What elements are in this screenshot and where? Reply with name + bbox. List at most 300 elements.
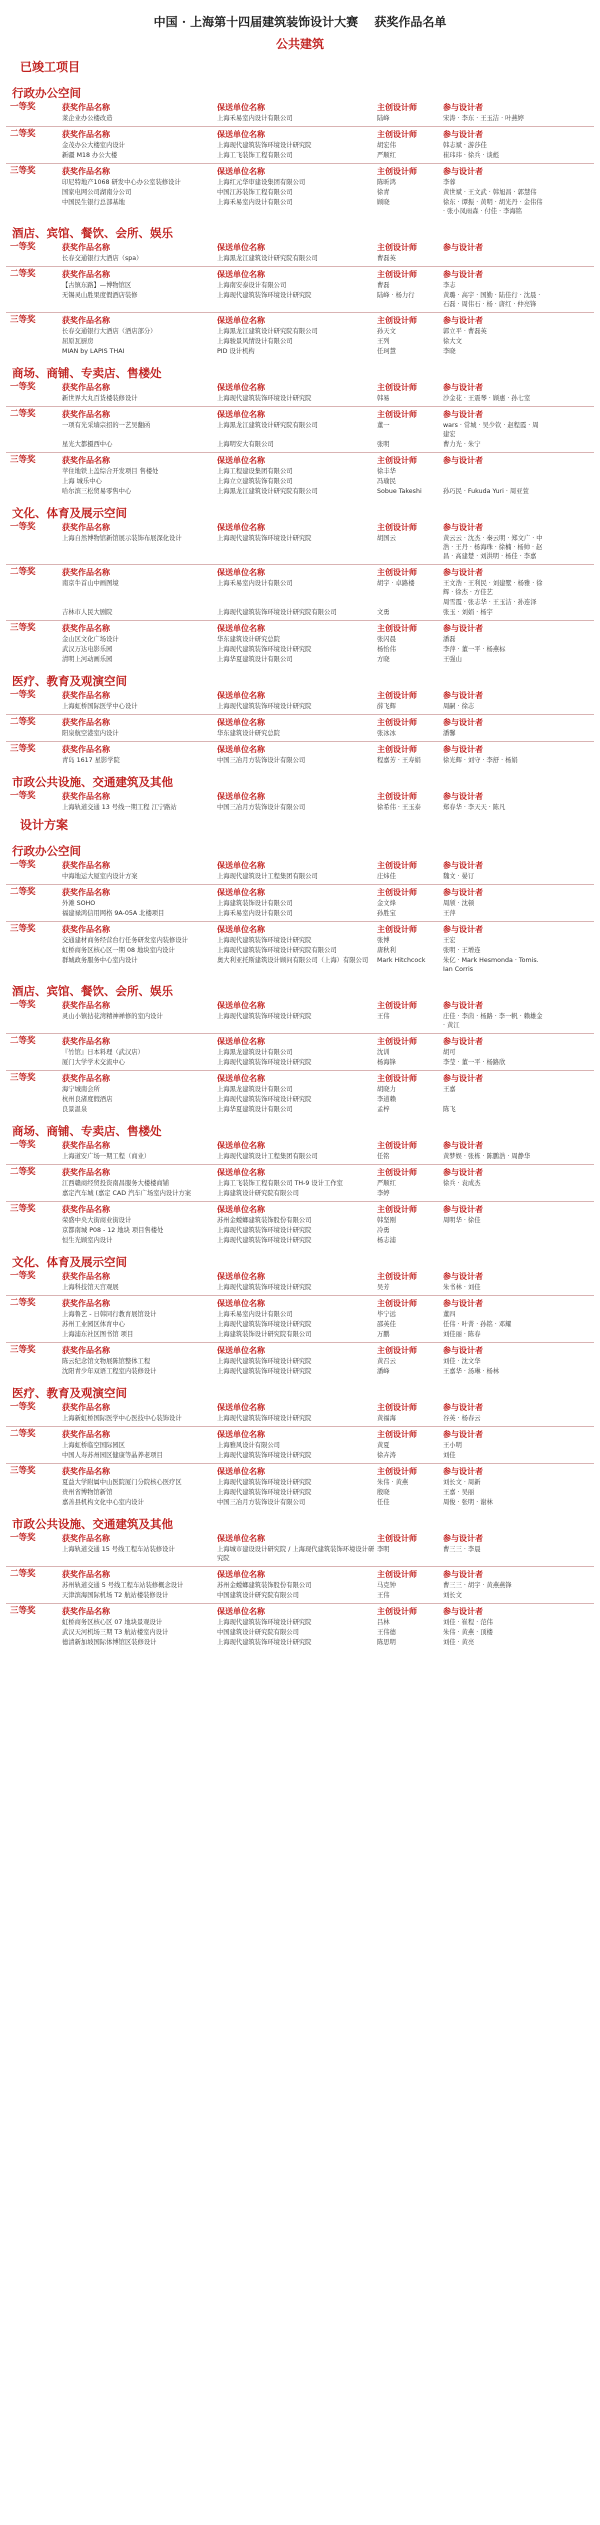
lead-designer: Sobue Takeshi [377,488,422,495]
award-tier-body [58,791,600,812]
work-name: 武汉万达电影乐园 [62,646,113,653]
participants: 徐大文 [443,338,462,345]
work-name: 虹桥商务区核心区 07 地块景观设计 [62,1619,163,1626]
header-work-name: 获奖作品名称 [62,1271,110,1281]
participants: 韩志斌 · 游莎佳 [443,142,487,149]
unit-name: 上海建筑设计研究院有限公司 [217,1190,299,1197]
header-unit: 保送单位名称 [217,409,265,419]
lead-designer: 冷勇 [377,1227,390,1234]
participants: 潘磊 [443,636,456,643]
lead-designer: 任珂慧 [377,348,396,355]
divider [6,163,594,164]
header-unit: 保送单位名称 [217,791,265,801]
award-tier-body [58,623,600,664]
lead-designer: 毕宁远 [377,1311,396,1318]
lead-designer: 马克钟 [377,1582,396,1589]
participants: 陈飞 [443,1106,456,1113]
divider [6,1201,594,1202]
lead-designer: 陈昕鸿 [377,179,396,186]
unit-name: 苏州金螳螂建筑装饰股份有限公司 [217,1217,312,1224]
award-row [58,1151,600,1161]
header-participants: 参与设计者 [443,567,483,577]
award-tier-body [58,242,600,263]
category-title: 文化、体育及展示空间 [12,506,127,520]
header-designer: 主创设计师 [377,242,417,252]
header-work-name: 获奖作品名称 [62,791,110,801]
lead-designer: 陆峰 · 杨力行 [377,292,415,299]
award-tier-label: 三等奖 [10,455,36,465]
award-tier-body [58,567,600,617]
participants: 刘佳 · 黄亮 [443,1639,475,1646]
award-row [58,1057,600,1067]
header-designer: 主创设计师 [377,623,417,633]
award-row [58,476,600,486]
lead-designer: 杨海锋 [377,1059,396,1066]
award-tier-label: 三等奖 [10,1345,36,1355]
award-tier [0,242,600,263]
award-row [58,1282,600,1292]
award-tier-body [58,924,600,974]
award-row [58,935,600,945]
work-name: 屈原瓦厨房 [62,338,94,345]
work-name: 江西赣商经贸投资南昌服务大楼楼商铺 [62,1180,170,1187]
award-row [58,253,600,263]
award-tier [0,887,600,918]
header-unit: 保送单位名称 [217,1204,265,1214]
work-name: 陈云纪念馆文物展陈馆整体工程 [62,1358,151,1365]
category-title: 文化、体育及展示空间 [12,1255,127,1269]
header-unit: 保送单位名称 [217,744,265,754]
lead-designer: 黄夏 [377,1442,390,1449]
award-tier-body [58,455,600,496]
header-designer: 主创设计师 [377,455,417,465]
unit-name: 中国建筑设计研究院有限公司 [217,1592,299,1599]
header-designer: 主创设计师 [377,1429,417,1439]
award-tier-label: 二等奖 [10,1298,36,1308]
header-work-name: 获奖作品名称 [62,166,110,176]
work-name: 上海 城乐中心 [62,478,102,485]
award-row [58,150,600,160]
participants: 王萍 [443,910,456,917]
participants: 周颀 · 沈顿 [443,900,475,907]
category-title: 医疗、教育及观演空间 [12,1386,127,1400]
header-participants: 参与设计者 [443,1073,483,1083]
header-participants: 参与设计者 [443,860,483,870]
award-tier [0,924,600,974]
header-designer: 主创设计师 [377,1271,417,1281]
header-work-name: 获奖作品名称 [62,1000,110,1010]
header-unit: 保送单位名称 [217,1429,265,1439]
header-work-name: 获奖作品名称 [62,690,110,700]
participants: 庄佳 · 李茵 · 杨路 · 李一帆 · 赖雄金 · 黄江 [443,1013,543,1029]
divider [6,452,594,453]
award-tier [0,315,600,356]
award-row [58,1590,600,1600]
header-work-name: 获奖作品名称 [62,1402,110,1412]
participants: 刘佳 · 崔程 · 范伟 [443,1619,493,1626]
unit-name: 上海南安泰设计有限公司 [217,282,287,289]
header-unit: 保送单位名称 [217,242,265,252]
work-name: 厦门大学学术交流中心 [62,1059,125,1066]
participants: 黄璐 · 高宇 · 国勤 · 陆佳行 · 沈晨 · 石磊 · 周伟石 · 杨 · 唐红 · 仲亮锋 [443,292,541,308]
participants: 崔玮玮 · 徐兵 · 谈彪 [443,152,500,159]
award-tier-body [58,269,600,309]
category-title: 酒店、宾馆、餐饮、会所、娱乐 [12,984,173,998]
participants: 郭立平 · 曹磊英 [443,328,487,335]
header-participants: 参与设计者 [443,409,483,419]
header-work-name: 获奖作品名称 [62,269,110,279]
header-work-name: 获奖作品名称 [62,887,110,897]
award-tier-body [58,690,600,711]
award-row [58,955,600,974]
award-row [58,1497,600,1507]
unit-name: 上海黑龙江建筑设计研究院有限公司 [217,422,318,429]
column-header-row [58,242,600,253]
award-row [58,187,600,197]
unit-name [217,598,377,607]
lead-designer: 文勇 [377,609,390,616]
lead-designer: 王列 [377,338,390,345]
award-tier [0,102,600,123]
header-unit: 保送单位名称 [217,166,265,176]
award-tier [0,1167,600,1198]
award-row [58,336,600,346]
award-row [58,802,600,812]
work-name: 贵州省博物馆新馆 [62,1489,113,1496]
work-name: 德清新加坡国际体博馆区装修设计 [62,1639,157,1646]
award-row [58,634,600,644]
work-name: 嘉定汽车城 (嘉定 CAD 汽车广场室内设计方案 [62,1190,192,1197]
header-designer: 主创设计师 [377,1466,417,1476]
participants: 郑春华 · 李天天 · 陈凡 [443,804,506,811]
award-tier [0,717,600,738]
award-tier [0,409,600,449]
lead-designer: 徐卉涛 [377,1452,396,1459]
participants: 王嘉 · 吴丽 [443,1489,475,1496]
award-tier-body [58,1466,600,1507]
lead-designer: 沈训 [377,1049,390,1056]
unit-name: 上海红元华审建设集团有限公司 [217,179,306,186]
participants [443,477,543,486]
participants: 徐光辉 · 刘守 · 李舒 · 杨娟 [443,757,518,764]
award-row [58,1215,600,1225]
award-tier-body [58,1402,600,1423]
participants: 张玉 · 刘娟 · 杨宇 [443,609,493,616]
award-tier-label: 一等奖 [10,791,36,801]
work-name: 海宁城南会所 [62,1086,100,1093]
work-name: 上海科技馆天宫观展 [62,1284,119,1291]
award-tier-label: 二等奖 [10,1429,36,1439]
participants: 王嘉华 · 汤琳 · 杨林 [443,1368,500,1375]
header-work-name: 获奖作品名称 [62,860,110,870]
participants: 王宏 [443,937,456,944]
lead-designer: 王伟 [377,1592,390,1599]
category-title: 商场、商铺、专卖店、售楼处 [12,1124,162,1138]
unit-name: 上海黑龙江建筑设计研究院有限公司 [217,488,318,495]
unit-name: 中国建筑设计研究院有限公司 [217,1629,299,1636]
work-name: 莱企业办公楼改造 [62,115,113,122]
header-work-name: 获奖作品名称 [62,409,110,419]
participants [443,1226,543,1235]
lead-designer: 杨志浦 [377,1237,396,1244]
header-work-name: 获奖作品名称 [62,522,110,532]
participants: 周俊 · 张明 · 谢林 [443,1499,493,1506]
divider [6,620,594,621]
header-designer: 主创设计师 [377,1204,417,1214]
column-header-row [58,1073,600,1084]
work-name: 一项有光采墙宗招的一艺吴翻函 [62,422,151,429]
header-designer: 主创设计师 [377,1402,417,1412]
award-tier [0,382,600,403]
header-participants: 参与设计者 [443,455,483,465]
award-tier [0,791,600,812]
participants: 黄梦娱 · 张栋 · 陈鹏浩 · 周静华 [443,1153,531,1160]
participants: 沙金花 · 王震琴 · 顾惠 · 孙七室 [443,395,531,402]
lead-designer: Mark Hitchcock [377,957,426,964]
participants: 黄世斌 · 王文武 · 韩旭昌 · 郭慧伟 [443,189,537,196]
header-designer: 主创设计师 [377,1140,417,1150]
unit-name: 上海禾易室内设计有限公司 [217,1311,293,1318]
lead-designer: 董一 [377,422,390,429]
column-header-row [58,455,600,466]
participants: 曹三三 · 胡宇 · 黄燕燕锋 [443,1582,512,1589]
header-designer: 主创设计师 [377,315,417,325]
unit-name: 上海骏景风情设计有限公司 [217,338,293,345]
work-name: 中海地运大厦室内设计方案 [62,873,138,880]
award-row [58,1580,600,1590]
award-row [58,607,600,617]
award-tier [0,1271,600,1292]
work-name: 沈阳青少年双语工程室内装修设计 [62,1368,157,1375]
lead-designer: 胡宇 · 卓路楼 [377,580,415,587]
header-designer: 主创设计师 [377,409,417,419]
award-row [58,898,600,908]
lead-designer: 任佳 [377,1499,390,1506]
lead-designer: 曹磊 [377,282,390,289]
participants: 李萍 · 董一平 · 杨燕标 [443,646,506,653]
award-tier-body [58,717,600,738]
unit-name: 上海现代建筑装饰环境设计研究院 [217,1479,312,1486]
lead-designer: 黄召云 [377,1358,396,1365]
lead-designer: 严顺红 [377,152,396,159]
unit-name: 上海现代建筑装饰环境设计研究院 [217,1096,312,1103]
header-designer: 主创设计师 [377,924,417,934]
lead-designer: 韩易 [377,395,390,402]
award-tier-label: 三等奖 [10,1204,36,1214]
lead-designer: 陈思明 [377,1639,396,1646]
unit-name: 上海工飞装饰工程有限公司 TH-9 设计工作室 [217,1180,343,1187]
award-tier [0,455,600,496]
award-tier [0,1466,600,1507]
award-row [58,1235,600,1245]
header-participants: 参与设计者 [443,315,483,325]
header-participants: 参与设计者 [443,1271,483,1281]
lead-designer: 庄炜佳 [377,873,396,880]
award-row [58,1413,600,1423]
column-header-row [58,744,600,755]
award-row [58,280,600,290]
award-tier-body [58,1429,600,1460]
lead-designer: 胡宏伟 [377,142,396,149]
header-participants: 参与设计者 [443,1569,483,1579]
header-unit: 保送单位名称 [217,1167,265,1177]
header-designer: 主创设计师 [377,129,417,139]
work-name: 长春交通银行大酒店（spa） [62,255,143,262]
unit-name: 上海现代建筑装饰环境设计研究院 [217,1415,312,1422]
work-name: 良景温泉 [62,1106,88,1113]
work-name: 国家电网公司湖南分公司 [62,189,132,196]
award-tier-label: 二等奖 [10,269,36,279]
award-tier-label: 二等奖 [10,1036,36,1046]
lead-designer: 张博 [377,937,390,944]
unit-name: 上海现代建筑设计工程集团有限公司 [217,873,318,880]
header-participants: 参与设计者 [443,269,483,279]
work-name: 灵山小镇拈花湾精神禅修的室内设计 [62,1013,163,1020]
header-participants: 参与设计者 [443,1402,483,1412]
participants: 刘长文 · 周新 [443,1479,481,1486]
header-unit: 保送单位名称 [217,1606,265,1616]
lead-designer: 孟梓 [377,1106,390,1113]
lead-designer: 殷晓 [377,1489,390,1496]
column-header-row [58,1466,600,1477]
column-header-row [58,1167,600,1178]
lead-designer: 孙天文 [377,328,396,335]
group-title: 已竣工项目 [20,60,81,74]
award-tier [0,166,600,216]
award-tier-body [58,860,600,881]
column-header-row [58,1533,600,1544]
column-header-row [58,791,600,802]
award-row [58,1450,600,1460]
lead-designer: 薛飞辉 [377,703,396,710]
header-participants: 参与设计者 [443,1345,483,1355]
header-participants: 参与设计者 [443,522,483,532]
participants: 董四 [443,1311,456,1318]
unit-name: 上海华夏建筑设计有限公司 [217,1106,293,1113]
header-work-name: 获奖作品名称 [62,1298,110,1308]
award-row [58,871,600,881]
header-participants: 参与设计者 [443,102,483,112]
award-tier-body [58,522,600,561]
divider [6,406,594,407]
header-designer: 主创设计师 [377,717,417,727]
header-designer: 主创设计师 [377,1569,417,1579]
header-participants: 参与设计者 [443,791,483,801]
participants [443,1095,543,1104]
header-work-name: 获奖作品名称 [62,1429,110,1439]
award-tier-label: 三等奖 [10,623,36,633]
header-participants: 参与设计者 [443,242,483,252]
work-name: 上海浦东社区图书馆 项目 [62,1331,134,1338]
participants: 王强山 [443,656,462,663]
header-designer: 主创设计师 [377,1000,417,1010]
category-title: 市政公共设施、交通建筑及其他 [12,775,173,789]
award-tier [0,1000,600,1030]
award-tier [0,1402,600,1423]
lead-designer: 徐青 [377,189,390,196]
column-header-row [58,860,600,871]
lead-designer [377,598,443,607]
header-work-name: 获奖作品名称 [62,1140,110,1150]
lead-designer: 王伟 [377,1013,390,1020]
unit-name: 上海工飞装饰工程有限公司 [217,152,293,159]
lead-designer: 黄福海 [377,1415,396,1422]
award-row [58,466,600,476]
unit-name: 上海现代建筑装饰环境设计研究院 [217,1227,312,1234]
header-unit: 保送单位名称 [217,717,265,727]
award-row [58,1011,600,1030]
column-header-row [58,1345,600,1356]
work-name: MIAN by LAPIS THAI [62,348,125,355]
work-name: 上海轨道交通 13 号线一期工程 江宁路站 [62,804,177,811]
award-tier-label: 一等奖 [10,102,36,112]
award-row [58,945,600,955]
divider [6,884,594,885]
column-header-row [58,1298,600,1309]
unit-name: 上海禾易室内设计有限公司 [217,115,293,122]
work-name: 上海虹桥国际医学中心设计 [62,703,138,710]
header-participants: 参与设计者 [443,1036,483,1046]
header-unit: 保送单位名称 [217,382,265,392]
header-unit: 保送单位名称 [217,1298,265,1308]
header-designer: 主创设计师 [377,1533,417,1543]
work-name: 外滩 SOHO [62,900,96,907]
header-designer: 主创设计师 [377,102,417,112]
work-name: 上海鲁艺 - 日韩同行教育展馆设计 [62,1311,157,1318]
award-tier [0,1204,600,1245]
column-header-row [58,567,600,578]
divider [6,741,594,742]
award-tier [0,1036,600,1067]
award-tier-body [58,409,600,449]
award-row [58,1440,600,1450]
award-tier-body [58,1204,600,1245]
header-unit: 保送单位名称 [217,1402,265,1412]
award-tier-body [58,102,600,123]
work-name: 中国人寿苏州园区健康等晶养老项目 [62,1452,163,1459]
award-row [58,1178,600,1188]
award-groups [0,58,600,1647]
work-name: 金茂办公大楼室内设计 [62,142,125,149]
lead-designer: 顾晓 [377,199,390,206]
column-header-row [58,409,600,420]
participants: 谷英 · 杨春云 [443,1415,481,1422]
award-row [58,1225,600,1235]
header-unit: 保送单位名称 [217,102,265,112]
award-tier-label: 一等奖 [10,1271,36,1281]
participants: 刘佳 [443,1452,456,1459]
divider [6,1463,594,1464]
unit-name: 上海现代建筑设计工程集团有限公司 [217,1153,318,1160]
column-header-row [58,623,600,634]
category-title: 酒店、宾馆、餐饮、会所、娱乐 [12,226,173,240]
participants: 魏文 · 晏订 [443,873,475,880]
participants: 李莹 · 董一平 · 杨路欣 [443,1059,506,1066]
participants: 孙巧民 · Fukuda Yuri · 周亚萱 [443,488,529,495]
header-work-name: 获奖作品名称 [62,455,110,465]
unit-name: 上海黑龙建筑设计有限公司 [217,1086,293,1093]
unit-name: 上海现代建筑装饰环境设计研究院 [217,1059,312,1066]
header-unit: 保送单位名称 [217,1073,265,1083]
unit-name: 上海现代建筑装饰环境设计研究院 [217,1639,312,1646]
award-row [58,1047,600,1057]
unit-name: 上海建筑装饰设计有限公司 [217,900,293,907]
award-tier-label: 二等奖 [10,409,36,419]
lead-designer: 张冰冰 [377,730,396,737]
work-name: 上海轨道交通 15 号线工程车站装修设计 [62,1546,175,1553]
award-tier-label: 二等奖 [10,1167,36,1177]
award-row [58,1637,600,1647]
